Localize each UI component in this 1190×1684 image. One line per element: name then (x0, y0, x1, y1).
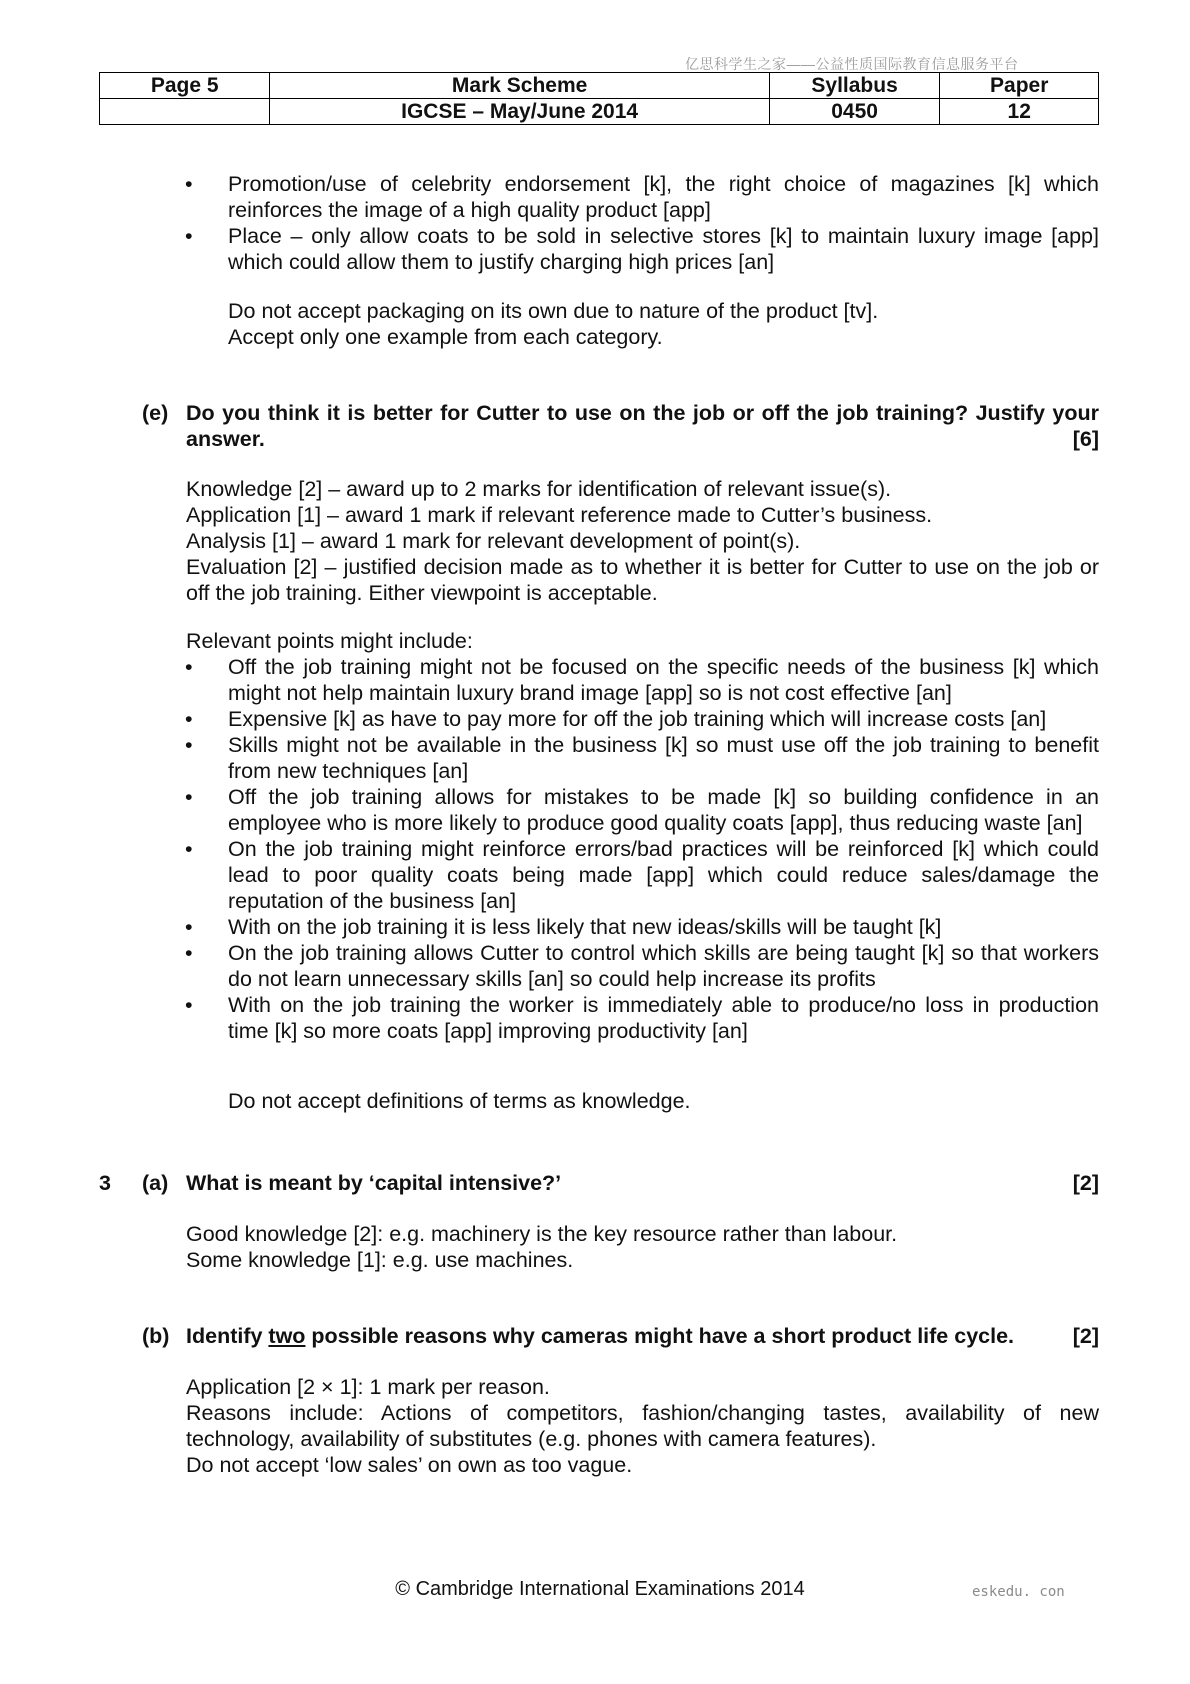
list-item: • On the job training might reinforce errors/bad practices will be reinforced [k] which could lead to poor quality coats being made [app] which could reduce sales/damage the reputation of the business [an] (185, 836, 1099, 914)
question-3b-emphasis: two (268, 1324, 306, 1348)
watermark-top: 亿思科学生之家——公益性质国际教育信息服务平台 (685, 56, 1019, 72)
header-paper-number: 12 (940, 99, 1099, 125)
footer-copyright: © Cambridge International Examinations 2014 (395, 1578, 805, 1600)
question-3b-text-pre: Identify (186, 1324, 269, 1348)
criterion: Knowledge [2] – award up to 2 marks for identification of relevant issue(s). (186, 477, 892, 501)
list-item: • Promotion/use of celebrity endorsement [k], the right choice of magazines [k] which reinforces the image of a high quality product [app] (185, 171, 1099, 223)
answer-line: Application [2 × 1]: 1 mark per reason. (186, 1375, 550, 1399)
list-item: • On the job training allows Cutter to control which skills are being taught [k] so that workers do not learn unnecessary skills [an] so could help increase its profits (185, 940, 1099, 992)
header-doc-type: Mark Scheme (270, 73, 769, 99)
question-3a-text: What is meant by ‘capital intensive?’ (186, 1171, 562, 1195)
note-line: Accept only one example from each category. (228, 325, 663, 349)
watermark-bottom: eskedu. con (972, 1584, 1065, 1600)
question-2e-text: Do you think it is better for Cutter to use on the job or off the job training? Justify your answer. (186, 401, 1099, 451)
criterion: Evaluation [2] – justified decision made as to whether it is better for Cutter to use on the job or off the job training. Either viewpoint is acceptable. (186, 555, 1099, 605)
answer-line: Reasons include: Actions of competitors, fashion/changing tastes, availability of new technology, availability of substitutes (e.g. phones with camera features). (186, 1401, 1099, 1451)
q3a-answers (186, 1221, 1099, 1273)
question-part-label: (a) (142, 1171, 169, 1195)
header-empty-cell (100, 99, 270, 125)
q3b-answers (186, 1374, 1099, 1478)
header-paper-label: Paper (940, 73, 1099, 99)
answer-line: Do not accept ‘low sales’ on own as too vague. (186, 1453, 633, 1477)
question-part-label: (e) (142, 401, 169, 425)
answer-line: Good knowledge [2]: e.g. machinery is the key resource rather than labour. (186, 1222, 898, 1246)
marking-criteria (186, 476, 1099, 606)
list-item: • Expensive [k] as have to pay more for off the job training which will increase costs [an] (185, 706, 1099, 732)
question-text (186, 1170, 1099, 1196)
top-bullet-list (185, 171, 1099, 275)
question-text (186, 1323, 1099, 1349)
question-text (186, 400, 1099, 452)
points-intro: Relevant points might include: (186, 629, 473, 653)
question-3b-text-post: possible reasons why cameras might have a short product life cycle. (305, 1324, 1015, 1348)
header-row-2 (100, 99, 1099, 125)
marks-badge: [2] (1072, 1171, 1099, 1195)
marks-badge: [2] (1072, 1324, 1099, 1348)
header-syllabus-code: 0450 (769, 99, 940, 125)
header-exam-session: IGCSE – May/June 2014 (270, 99, 769, 125)
header-table (99, 72, 1099, 125)
list-item: • With on the job training it is less likely that new ideas/skills will be taught [k] (185, 914, 1099, 940)
marks-badge: [6] (1072, 427, 1099, 451)
list-item: • Off the job training allows for mistakes to be made [k] so building confidence in an employee who is more likely to produce good quality coats [app], thus reducing waste [an] (185, 784, 1099, 836)
answer-line: Some knowledge [1]: e.g. use machines. (186, 1248, 574, 1272)
list-item: • Skills might not be available in the business [k] so must use off the job training to benefit from new techniques [an] (185, 732, 1099, 784)
header-syllabus-label: Syllabus (769, 73, 940, 99)
criterion: Analysis [1] – award 1 mark for relevant development of point(s). (186, 529, 801, 553)
list-item: • Off the job training might not be focused on the specific needs of the business [k] which might not help maintain luxury brand image [app] so is not cost effective [an] (185, 654, 1099, 706)
header-page: Page 5 (100, 73, 270, 99)
note-line: Do not accept packaging on its own due to nature of the product [tv]. (228, 299, 879, 323)
list-item: • With on the job training the worker is immediately able to produce/no loss in production time [k] so more coats [app] improving productivity [an] (185, 992, 1099, 1044)
question-number: 3 (99, 1171, 111, 1195)
top-notes (228, 298, 1099, 350)
header-row-1 (100, 73, 1099, 99)
relevant-points-list (185, 654, 1099, 1044)
list-item: • Place – only allow coats to be sold in selective stores [k] to maintain luxury image [app] which could allow them to justify charging high prices [an] (185, 223, 1099, 275)
question-part-label: (b) (142, 1324, 170, 1348)
criterion: Application [1] – award 1 mark if relevant reference made to Cutter’s business. (186, 503, 933, 527)
q2e-note: Do not accept definitions of terms as knowledge. (228, 1089, 691, 1113)
